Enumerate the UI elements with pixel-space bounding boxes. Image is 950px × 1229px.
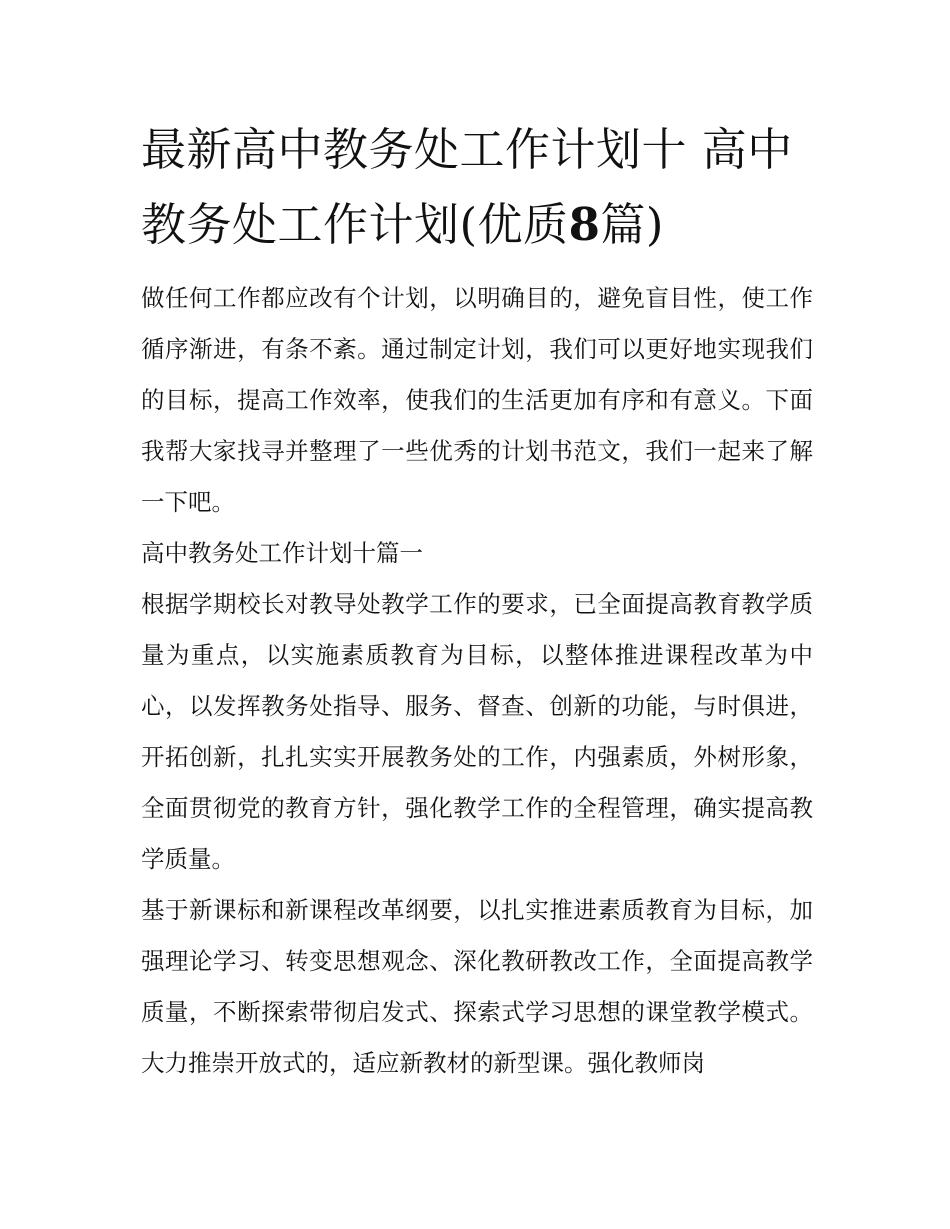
title-suffix: 篇) <box>600 198 664 251</box>
title-number: 8 <box>568 198 601 251</box>
body-paragraph-2: 基于新课标和新课程改革纲要，以扎实推进素质教育为目标，加强理论学习、转变思想观念、深化教研教改工作，全面提高教学质量，不断探索带彻启发式、探索式学习思想的课堂教学模式。大力推崇开放式的，适应新教材的新型课。强化教师岗 <box>141 896 813 1077</box>
section-heading: 高中教务处工作计划十篇一 <box>141 539 423 567</box>
intro-paragraph: 做任何工作都应改有个计划，以明确目的，避免盲目性，使工作循序渐进，有条不紊。通过制定计划，我们可以更好地实现我们的目标，提高工作效率，使我们的生活更加有序和有意义。下面我帮大家找寻并整理了一些优秀的计划书范文，我们一起来了解一下吧。 <box>141 284 813 516</box>
title-text: 最新高中教务处工作计划十 高中教务处工作计划(优质 <box>141 123 793 251</box>
body-paragraph-1: 根据学期校长对教导处教学工作的要求，已全面提高教育教学质量为重点，以实施素质教育为目标，以整体推进课程改革为中心，以发挥教务处指导、服务、督查、创新的功能，与时俱进，开拓创新，扎扎实实开展教务处的工作，内强素质，外树形象，全面贯彻党的教育方针，强化教学工作的全程管理，确实提高教学质量。 <box>141 590 813 873</box>
document-title <box>141 112 813 262</box>
document-body <box>141 112 813 1089</box>
